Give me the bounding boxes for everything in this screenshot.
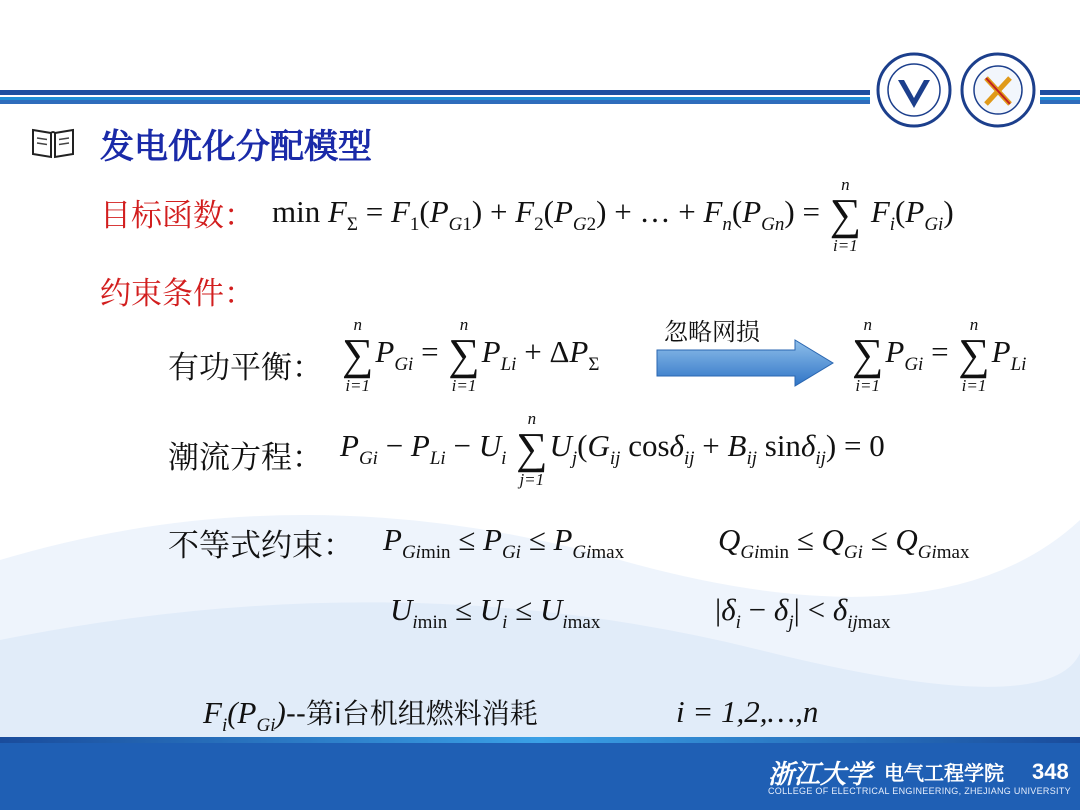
- active-balance-label: 有功平衡：: [168, 350, 323, 386]
- book-icon: [30, 126, 76, 160]
- university-logo-icon: [874, 46, 954, 132]
- arrow-icon: [655, 338, 835, 388]
- simplified-balance-formula: n ∑ i=1 $P_{Gi}$ = n ∑ i=1 $P_{Li}$: [852, 315, 1027, 395]
- fuel-note: $F_i(P_{Gi})--$第i台机组燃料消耗: [203, 695, 538, 736]
- u-limit-formula: $U_{imin} \le U_i \le U_{imax}$: [390, 592, 601, 633]
- footer-college-name: 电气工程学院: [884, 761, 1004, 785]
- footer-english-name: COLLEGE OF ELECTRICAL ENGINEERING, ZHEJIANG UNIVERSITY: [768, 786, 1071, 796]
- constraints-label: 约束条件：: [100, 276, 255, 312]
- angle-limit-formula: $|\delta_i - \delta_j| < \delta_{ijmax}$: [715, 592, 891, 633]
- title-row: [30, 118, 372, 168]
- header-bar-right: [1040, 90, 1080, 104]
- q-limit-formula: $Q_{Gimin} \le Q_{Gi} \le Q_{Gimax}$: [718, 522, 970, 563]
- power-flow-label: 潮流方程：: [168, 440, 323, 476]
- p-limit-formula: $P_{Gimin} \le P_{Gi} \le P_{Gimax}$: [383, 522, 625, 563]
- objective-label: 目标函数：: [100, 198, 255, 234]
- inequality-label: 不等式约束：: [168, 528, 354, 564]
- power-flow-formula: $P_{Gi} - P_{Li} - U_i$ n ∑ j=1 $U_j(G_{ij}$ $\cos\delta_{ij} + B_{ij}$ sinδ$_{ij}$) = 0: [340, 409, 885, 489]
- objective-formula: $\min F_\Sigma = F_1(P_{G1}) + F_2(P_{G2})$ + … + $F_n(P_{Gn})$ = n ∑ i=1 $F_i(P_{Gi})$: [272, 175, 954, 255]
- fuel-note-text: --第i台机组燃料消耗: [285, 697, 538, 730]
- active-balance-formula: n ∑ i=1 $P_{Gi}$ = n ∑ i=1 $P_{Li} + \Delta P_\Sigma$: [342, 315, 600, 395]
- page-number: 348: [1032, 759, 1069, 784]
- page-title: 发电优化分配模型: [100, 126, 372, 167]
- footer-school-name: 浙江大学: [768, 760, 873, 790]
- arrow-label: 忽略网损: [664, 318, 760, 346]
- college-logo-icon: [958, 46, 1038, 132]
- footer-stripe: [0, 737, 1080, 743]
- index-range: i = 1,2,…,n: [676, 694, 819, 729]
- header-bar: [0, 90, 870, 104]
